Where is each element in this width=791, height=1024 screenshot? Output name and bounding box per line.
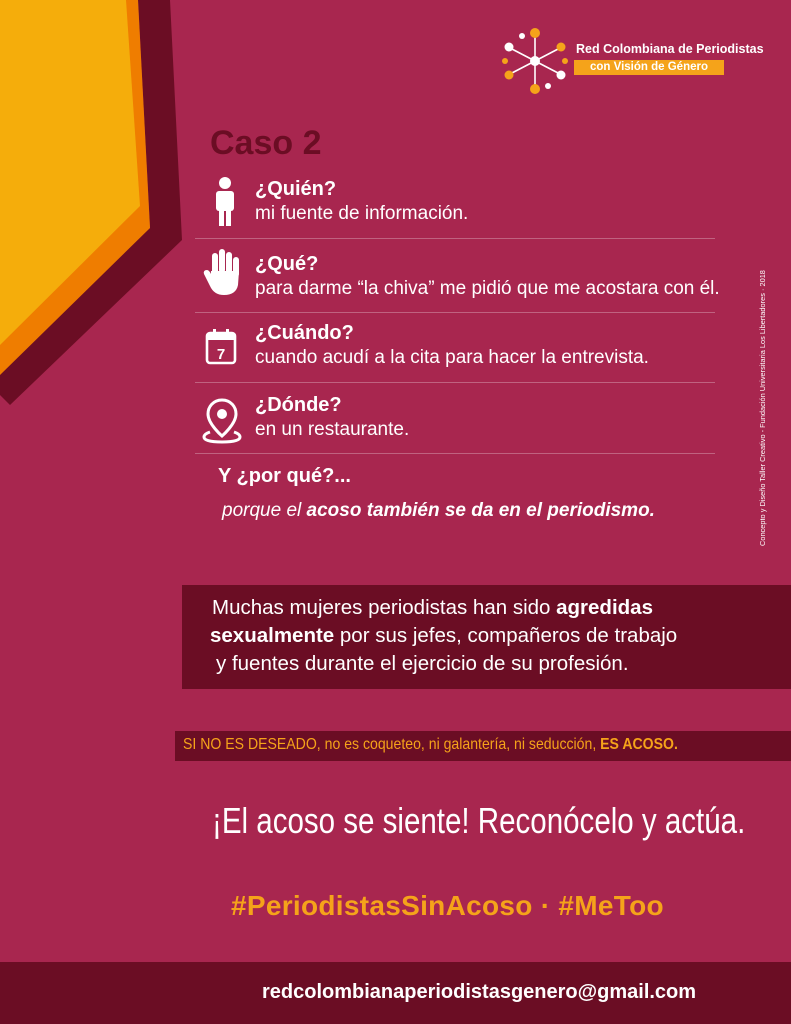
item-question: ¿Dónde? <box>255 394 342 416</box>
statement-text-1: Muchas mujeres periodistas han sido <box>212 596 557 619</box>
warning-part-2: no es coqueteo, ni galantería, ni seducción, <box>320 736 601 753</box>
statement-bold-2: sexualmente <box>210 624 335 647</box>
warning-banner <box>175 731 791 761</box>
calendar-day: 7 <box>216 346 226 363</box>
warning-text <box>183 736 678 754</box>
item-answer: mi fuente de información. <box>255 203 469 224</box>
person-icon <box>210 176 240 228</box>
divider <box>195 312 715 313</box>
logo-title: Red Colombiana de Periodistas <box>576 42 764 56</box>
statement-line-3: y fuentes durante el ejercicio de su profesión. <box>216 652 629 675</box>
item-answer: cuando acudí a la cita para hacer la entrevista. <box>255 347 649 368</box>
item-answer: en un restaurante. <box>255 419 410 440</box>
item-question: ¿Qué? <box>255 253 319 275</box>
statement-line-1 <box>212 594 677 622</box>
item-question: ¿Cuándo? <box>255 322 354 344</box>
statement-bold-1: agredidas <box>556 596 653 619</box>
item-answer: para darme “la chiva” me pidió que me acostara con él. <box>255 278 720 299</box>
item-question: ¿Quién? <box>255 178 337 200</box>
why-answer-prefix: porque el <box>222 500 307 521</box>
decorative-left-shapes <box>0 0 200 410</box>
why-question: Y ¿por qué?... <box>218 465 351 487</box>
network-icon <box>500 26 570 96</box>
divider <box>195 382 715 383</box>
credits-text: Concepto y Diseño Taller Creativo - Fundación Universitaria Los Libertadores · 2018 <box>758 270 767 546</box>
contact-email[interactable]: redcolombianaperiodistasgenero@gmail.com <box>262 981 697 1003</box>
logo-subtitle: con Visión de Género <box>574 60 724 75</box>
statement-line-2 <box>210 622 677 650</box>
statement-text <box>212 594 677 678</box>
divider <box>195 453 715 454</box>
slogan: ¡El acoso se siente! Reconócelo y actúa. <box>212 800 746 841</box>
location-pin-icon <box>202 398 242 444</box>
footer <box>0 962 791 1024</box>
hand-stop-icon <box>203 249 243 297</box>
divider <box>195 238 715 239</box>
hashtags: #PeriodistasSinAcoso · #MeToo <box>231 890 664 921</box>
statement-text-2: por sus jefes, compañeros de trabajo <box>334 624 678 647</box>
calendar-icon <box>205 327 239 367</box>
why-answer <box>222 500 655 522</box>
statement-box <box>182 585 791 689</box>
warning-part-3: ES ACOSO. <box>600 736 678 753</box>
case-title: Caso 2 <box>210 124 322 162</box>
logo <box>500 26 764 96</box>
why-answer-emphasis: acoso también se da en el periodismo. <box>306 500 655 521</box>
warning-part-1: SI NO ES DESEADO, <box>183 736 321 753</box>
